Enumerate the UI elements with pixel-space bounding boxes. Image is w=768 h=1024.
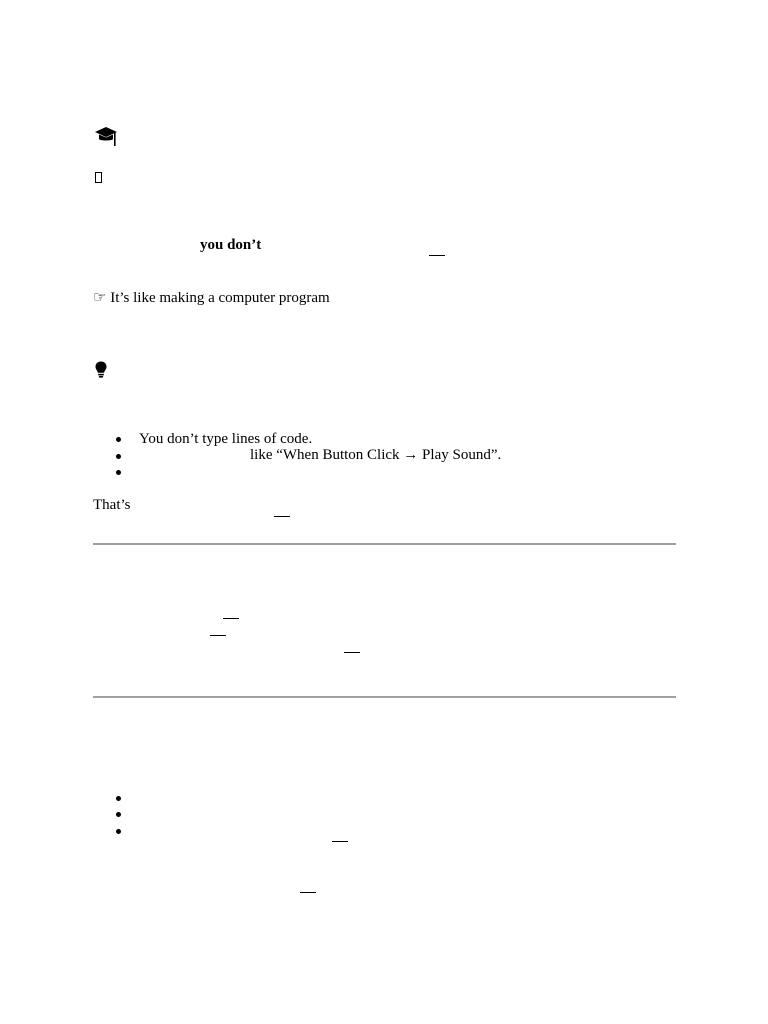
list-bullet <box>116 454 121 459</box>
graduation-cap-icon <box>94 125 118 147</box>
list-bullet <box>116 829 121 834</box>
list-item: You don’t type lines of code. <box>139 431 313 447</box>
list-bullet <box>116 437 121 442</box>
analogy-line <box>93 291 330 306</box>
em-dash <box>344 642 360 657</box>
summary-start: That’s <box>93 497 131 513</box>
list-bullet <box>116 470 121 475</box>
em-dash <box>429 245 445 260</box>
em-dash <box>210 625 226 640</box>
em-dash <box>223 608 239 623</box>
em-dash <box>300 882 316 897</box>
analogy-text: It’s like making a computer program <box>110 290 330 306</box>
pointing-hand-icon: ☞ <box>93 290 107 306</box>
em-dash <box>274 506 290 521</box>
missing-glyph-icon <box>95 172 102 187</box>
bold-phrase: you don’t <box>200 237 262 253</box>
list-bullet <box>116 812 121 817</box>
list-item: like “When Button Click → Play Sound”. <box>250 447 502 463</box>
horizontal-rule <box>93 543 676 545</box>
em-dash <box>332 831 348 846</box>
lightbulb-icon <box>95 361 107 379</box>
horizontal-rule <box>93 696 676 698</box>
list-bullet <box>116 796 121 801</box>
